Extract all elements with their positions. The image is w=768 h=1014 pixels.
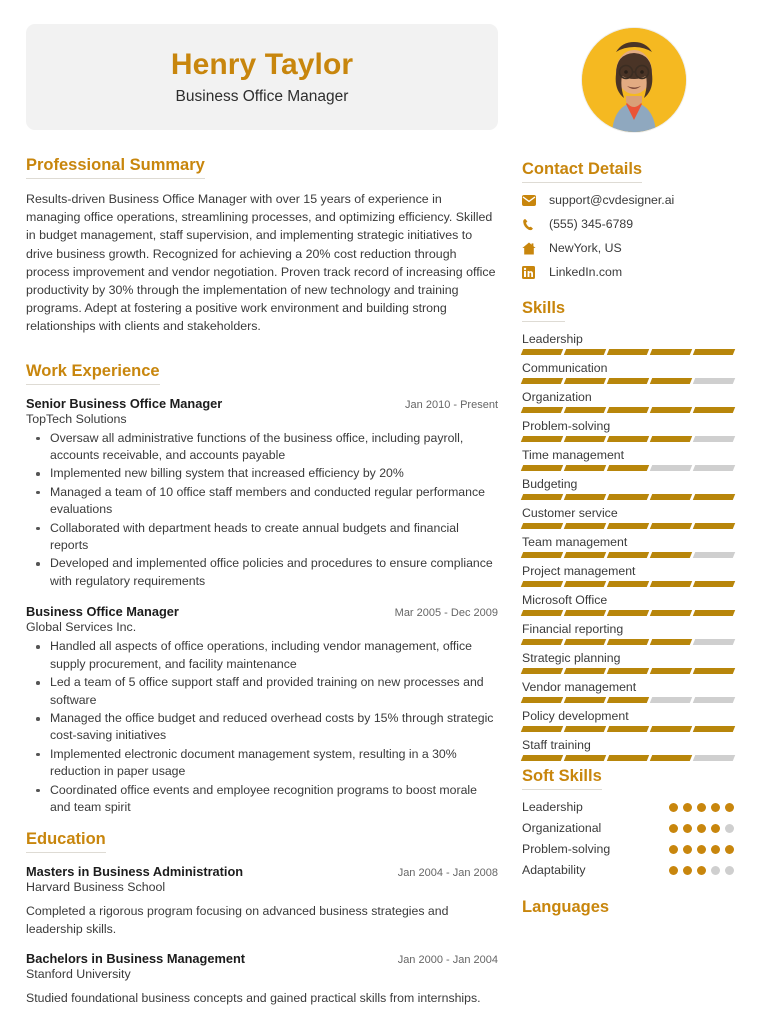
skill-name: Problem-solving bbox=[522, 419, 611, 433]
skill-name: Time management bbox=[522, 448, 625, 462]
skill-level-bar bbox=[522, 697, 734, 703]
skill-bar-segment bbox=[564, 552, 606, 558]
list-item: Oversaw all administrative functions of the business office, including payroll, accounts receivable, and accounts payable bbox=[26, 430, 498, 465]
education-entry-list bbox=[26, 864, 498, 1007]
skill-level-bar bbox=[522, 494, 734, 500]
skill-bar-segment bbox=[693, 697, 735, 703]
skill-bar-segment bbox=[693, 494, 735, 500]
skill-bar-segment bbox=[607, 668, 649, 674]
skill-bar-segment bbox=[607, 436, 649, 442]
skill-bar-segment bbox=[521, 465, 563, 471]
soft-skill-name: Adaptability bbox=[522, 863, 586, 877]
list-item: Coordinated office events and employee recognition programs to boost morale and team spirit bbox=[26, 782, 498, 817]
list-item: Developed and implemented office policies and procedures to ensure compliance with regulatory requirements bbox=[26, 555, 498, 590]
skill-bar-segment bbox=[607, 552, 649, 558]
skill-bar-segment bbox=[564, 465, 606, 471]
soft-skill-rating bbox=[669, 845, 734, 854]
rating-dot bbox=[669, 803, 678, 812]
skill-name: Customer service bbox=[522, 506, 618, 520]
contact-value: LinkedIn.com bbox=[549, 265, 623, 279]
entry-description: Completed a rigorous program focusing on advanced business strategies and leadership skills. bbox=[26, 904, 449, 936]
skill-bar-segment bbox=[607, 726, 649, 732]
skill-bar-segment bbox=[607, 639, 649, 645]
rating-dot bbox=[669, 866, 678, 875]
skill-bar-segment bbox=[650, 436, 692, 442]
skill-bar-segment bbox=[650, 639, 692, 645]
skill-bar-segment bbox=[607, 378, 649, 384]
skill-bar-segment bbox=[693, 407, 735, 413]
skill-bar-segment bbox=[521, 436, 563, 442]
skill-level-bar bbox=[522, 436, 734, 442]
soft-skill-row bbox=[522, 842, 734, 856]
entry-header bbox=[26, 604, 498, 619]
list-item: Collaborated with department heads to create annual budgets and financial reports bbox=[26, 520, 498, 555]
skill-bar-segment bbox=[693, 668, 735, 674]
soft-skill-row bbox=[522, 800, 734, 814]
soft-skills-section bbox=[522, 767, 746, 877]
skill-bar-segment bbox=[607, 494, 649, 500]
soft-skill-rating bbox=[669, 824, 734, 833]
skill-bar-segment bbox=[521, 610, 563, 616]
linkedin-icon bbox=[522, 265, 540, 279]
skill-bar-segment bbox=[607, 755, 649, 761]
skill-name: Team management bbox=[522, 535, 628, 549]
contact-details-section bbox=[522, 160, 746, 279]
skill-level-bar bbox=[522, 523, 734, 529]
skill-bar-segment bbox=[693, 378, 735, 384]
section-heading-skills: Skills bbox=[522, 299, 565, 322]
skill-name: Strategic planning bbox=[522, 651, 621, 665]
skill-name: Policy development bbox=[522, 709, 629, 723]
skill-bar-segment bbox=[564, 610, 606, 616]
languages-section bbox=[522, 884, 746, 930]
skill-bar-segment bbox=[650, 610, 692, 616]
skill-bar-segment bbox=[650, 407, 692, 413]
skill-bar-segment bbox=[650, 581, 692, 587]
skill-row bbox=[522, 419, 746, 442]
skill-name: Vendor management bbox=[522, 680, 637, 694]
skill-row bbox=[522, 332, 746, 355]
skill-bar-segment bbox=[564, 639, 606, 645]
skill-row bbox=[522, 680, 746, 703]
contact-item[interactable] bbox=[522, 241, 746, 255]
skill-bar-segment bbox=[521, 697, 563, 703]
section-heading-soft-skills: Soft Skills bbox=[522, 767, 602, 790]
skill-name: Microsoft Office bbox=[522, 593, 608, 607]
work-entry bbox=[26, 396, 498, 591]
skill-bar-segment bbox=[564, 407, 606, 413]
skill-bar-segment bbox=[521, 523, 563, 529]
list-item: Managed a team of 10 office staff members and conducted regular performance evaluations bbox=[26, 484, 498, 519]
skill-level-bar bbox=[522, 552, 734, 558]
contact-item[interactable] bbox=[522, 265, 746, 279]
skill-bar-segment bbox=[693, 610, 735, 616]
skill-bar-segment bbox=[521, 349, 563, 355]
envelope-icon bbox=[522, 193, 540, 207]
phone-icon bbox=[522, 217, 540, 231]
skill-bar-segment bbox=[521, 668, 563, 674]
skill-level-bar bbox=[522, 465, 734, 471]
entry-organization: Harvard Business School bbox=[26, 880, 166, 895]
skill-bar-segment bbox=[564, 378, 606, 384]
section-heading-work: Work Experience bbox=[26, 362, 160, 385]
skill-bar-segment bbox=[521, 726, 563, 732]
rating-dot bbox=[697, 824, 706, 833]
skill-bar-segment bbox=[564, 349, 606, 355]
rating-dot bbox=[697, 803, 706, 812]
skill-bar-segment bbox=[521, 639, 563, 645]
skill-row bbox=[522, 535, 746, 558]
skill-bar-segment bbox=[650, 494, 692, 500]
entry-organization: Stanford University bbox=[26, 967, 131, 982]
skill-bar-segment bbox=[693, 436, 735, 442]
entry-date: Jan 2004 - Jan 2008 bbox=[397, 867, 498, 880]
contact-value: (555) 345-6789 bbox=[549, 217, 634, 231]
skill-bar-segment bbox=[564, 726, 606, 732]
skill-level-bar bbox=[522, 755, 734, 761]
entry-bullet-list bbox=[26, 638, 498, 816]
skill-level-bar bbox=[522, 349, 734, 355]
work-entry-list bbox=[26, 396, 498, 817]
soft-skill-name: Problem-solving bbox=[522, 842, 611, 856]
soft-skills-list bbox=[522, 800, 746, 877]
skill-name: Communication bbox=[522, 361, 608, 375]
skill-bar-segment bbox=[650, 668, 692, 674]
soft-skill-name: Organizational bbox=[522, 821, 602, 835]
skill-level-bar bbox=[522, 668, 734, 674]
skill-bar-segment bbox=[650, 465, 692, 471]
education-section bbox=[26, 830, 498, 1007]
skill-bar-segment bbox=[564, 494, 606, 500]
skill-bar-segment bbox=[607, 349, 649, 355]
skill-bar-segment bbox=[521, 581, 563, 587]
skill-bar-segment bbox=[607, 407, 649, 413]
skill-name: Staff training bbox=[522, 738, 591, 752]
skill-bar-segment bbox=[650, 523, 692, 529]
skill-bar-segment bbox=[650, 726, 692, 732]
entry-bullet-list bbox=[26, 430, 498, 591]
skills-section bbox=[522, 299, 746, 761]
entry-header bbox=[26, 396, 498, 411]
skill-bar-segment bbox=[564, 697, 606, 703]
rating-dot bbox=[683, 803, 692, 812]
skill-level-bar bbox=[522, 639, 734, 645]
skill-row bbox=[522, 709, 746, 732]
entry-title: Masters in Business Administration bbox=[26, 864, 244, 880]
entry-header bbox=[26, 951, 498, 966]
contact-item[interactable] bbox=[522, 217, 746, 231]
avatar bbox=[582, 28, 686, 132]
home-icon bbox=[522, 241, 540, 255]
rating-dot bbox=[697, 866, 706, 875]
skill-bar-segment bbox=[521, 755, 563, 761]
soft-skill-rating bbox=[669, 803, 734, 812]
skill-bar-segment bbox=[693, 552, 735, 558]
section-heading-education: Education bbox=[26, 830, 106, 853]
entry-date: Jan 2010 - Present bbox=[405, 398, 498, 411]
rating-dot bbox=[683, 845, 692, 854]
list-item: Implemented electronic document management system, resulting in a 30% reduction in paper usage bbox=[26, 746, 498, 781]
rating-dot bbox=[725, 803, 734, 812]
entry-date: Mar 2005 - Dec 2009 bbox=[394, 607, 498, 620]
entry-organization: TopTech Solutions bbox=[26, 411, 127, 426]
skill-name: Organization bbox=[522, 390, 592, 404]
skill-name: Leadership bbox=[522, 332, 583, 346]
skill-bar-segment bbox=[607, 465, 649, 471]
skill-bar-segment bbox=[564, 755, 606, 761]
skill-bar-segment bbox=[650, 349, 692, 355]
section-heading-contact: Contact Details bbox=[522, 160, 642, 183]
page-title: Henry Taylor bbox=[170, 48, 354, 82]
skill-bar-segment bbox=[693, 349, 735, 355]
skill-level-bar bbox=[522, 610, 734, 616]
soft-skill-name: Leadership bbox=[522, 800, 583, 814]
skill-bar-segment bbox=[693, 465, 735, 471]
rating-dot bbox=[711, 866, 720, 875]
skill-row bbox=[522, 651, 746, 674]
skill-bar-segment bbox=[650, 755, 692, 761]
entry-description: Studied foundational business concepts and gained practical skills from internships. bbox=[26, 991, 481, 1006]
skill-bar-segment bbox=[607, 610, 649, 616]
avatar-illustration bbox=[582, 28, 686, 132]
education-entry bbox=[26, 951, 498, 1007]
skill-row bbox=[522, 738, 746, 761]
skill-name: Financial reporting bbox=[522, 622, 624, 636]
skill-row bbox=[522, 477, 746, 500]
skill-row bbox=[522, 390, 746, 413]
skill-bar-segment bbox=[521, 494, 563, 500]
list-item: Led a team of 5 office support staff and provided training on new processes and software bbox=[26, 674, 498, 709]
contact-list bbox=[522, 193, 746, 279]
skill-bar-segment bbox=[650, 552, 692, 558]
professional-summary-section bbox=[26, 156, 498, 336]
section-heading-summary: Professional Summary bbox=[26, 156, 205, 179]
skill-bar-segment bbox=[521, 407, 563, 413]
list-item: Handled all aspects of office operations, including vendor management, office supply procurement, and facility maintenance bbox=[26, 638, 498, 673]
skill-bar-segment bbox=[607, 523, 649, 529]
avatar-wrapper bbox=[522, 28, 746, 132]
rating-dot bbox=[669, 845, 678, 854]
skill-bar-segment bbox=[607, 581, 649, 587]
entry-header bbox=[26, 864, 498, 879]
skill-bar-segment bbox=[564, 581, 606, 587]
section-heading-languages: Languages bbox=[522, 898, 610, 916]
skill-bar-segment bbox=[693, 523, 735, 529]
skill-row bbox=[522, 448, 746, 471]
rating-dot bbox=[725, 824, 734, 833]
skill-row bbox=[522, 593, 746, 616]
soft-skill-row bbox=[522, 821, 734, 835]
skill-bar-segment bbox=[521, 378, 563, 384]
entry-organization: Global Services Inc. bbox=[26, 620, 137, 635]
rating-dot bbox=[711, 845, 720, 854]
skill-bar-segment bbox=[693, 726, 735, 732]
contact-value: support@cvdesigner.ai bbox=[549, 193, 675, 207]
rating-dot bbox=[711, 803, 720, 812]
job-title: Business Office Manager bbox=[175, 87, 349, 105]
skill-row bbox=[522, 622, 746, 645]
skill-bar-segment bbox=[693, 755, 735, 761]
sidebar-column bbox=[512, 0, 768, 1014]
skill-row bbox=[522, 564, 746, 587]
rating-dot bbox=[725, 845, 734, 854]
skill-name: Project management bbox=[522, 564, 636, 578]
skill-level-bar bbox=[522, 407, 734, 413]
skill-level-bar bbox=[522, 581, 734, 587]
skill-bar-segment bbox=[650, 697, 692, 703]
skill-bar-segment bbox=[693, 639, 735, 645]
list-item: Implemented new billing system that increased efficiency by 20% bbox=[26, 465, 498, 482]
work-experience-section bbox=[26, 356, 498, 817]
skill-bar-segment bbox=[650, 378, 692, 384]
rating-dot bbox=[697, 845, 706, 854]
skill-row bbox=[522, 506, 746, 529]
rating-dot bbox=[683, 866, 692, 875]
entry-title: Business Office Manager bbox=[26, 604, 179, 620]
summary-text: Results-driven Business Office Manager with over 15 years of experience in managing office operations, streamlining processes, and optimizing efficiency. Skilled in budget management, staff supervision, and implementing strategic initiatives to drive business growth. Recognized for achieving a 20% cost reduction through process improvement and vendor negotiation. Proven track record of increasing office productivity by 30% through the implementation of new technology and training programs. Adept at fostering a positive work environment and building strong relationships with clients and stakeholders. bbox=[26, 192, 496, 334]
list-item: Managed the office budget and reduced overhead costs by 15% through strategic cost-saving initiatives bbox=[26, 710, 498, 745]
entry-date: Jan 2000 - Jan 2004 bbox=[397, 954, 498, 967]
rating-dot bbox=[683, 824, 692, 833]
contact-item[interactable] bbox=[522, 193, 746, 207]
name-header-card bbox=[26, 24, 498, 130]
work-entry bbox=[26, 604, 498, 816]
skill-bar-segment bbox=[693, 581, 735, 587]
entry-title: Senior Business Office Manager bbox=[26, 395, 223, 411]
rating-dot bbox=[669, 824, 678, 833]
skill-level-bar bbox=[522, 726, 734, 732]
skill-bar-segment bbox=[564, 523, 606, 529]
entry-title: Bachelors in Business Management bbox=[26, 951, 246, 967]
soft-skill-rating bbox=[669, 866, 734, 875]
rating-dot bbox=[725, 866, 734, 875]
skill-row bbox=[522, 361, 746, 384]
soft-skill-row bbox=[522, 863, 734, 877]
skill-bar-segment bbox=[521, 552, 563, 558]
skills-list bbox=[522, 332, 746, 761]
skill-bar-segment bbox=[564, 668, 606, 674]
skill-bar-segment bbox=[607, 697, 649, 703]
skill-bar-segment bbox=[564, 436, 606, 442]
education-entry bbox=[26, 864, 498, 938]
rating-dot bbox=[711, 824, 720, 833]
contact-value: NewYork, US bbox=[549, 241, 622, 255]
skill-name: Budgeting bbox=[522, 477, 578, 491]
skill-level-bar bbox=[522, 378, 734, 384]
